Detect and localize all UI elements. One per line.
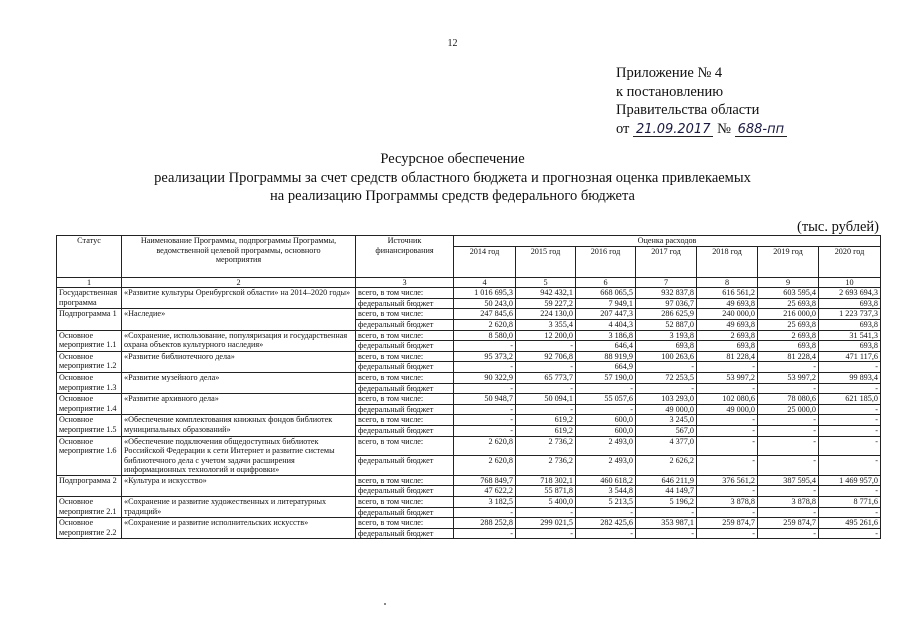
- row-source: всего, в том числе:: [356, 436, 454, 456]
- column-number: 3: [356, 277, 454, 288]
- header-status: Статус: [57, 236, 122, 278]
- title-line-2: реализации Программы за счет средств областного бюджета и прогнозная оценка привлекаемых: [154, 169, 751, 186]
- value-cell: 693,8: [819, 298, 881, 309]
- value-cell: -: [454, 425, 516, 436]
- row-status: Основное мероприятие 1.6: [57, 436, 122, 475]
- value-cell: 2 693 694,3: [819, 288, 881, 299]
- value-cell: 942 432,1: [516, 288, 576, 299]
- table-row: [57, 518, 881, 529]
- value-cell: 72 253,5: [636, 372, 697, 383]
- value-cell: 668 065,5: [576, 288, 636, 299]
- value-cell: 616 561,2: [697, 288, 758, 299]
- value-cell: 619,2: [516, 415, 576, 426]
- value-cell: -: [636, 528, 697, 539]
- value-cell: -: [819, 404, 881, 415]
- value-cell: 95 373,2: [454, 351, 516, 362]
- value-cell: 52 887,0: [636, 319, 697, 330]
- value-cell: 3 544,8: [576, 486, 636, 497]
- value-cell: -: [758, 507, 819, 518]
- row-source: федеральный бюджет: [356, 528, 454, 539]
- table-row: [57, 288, 881, 299]
- value-cell: 353 987,1: [636, 518, 697, 529]
- annex-date-line: [616, 120, 787, 139]
- value-cell: -: [454, 507, 516, 518]
- value-cell: -: [697, 425, 758, 436]
- row-status: Основное мероприятие 1.4: [57, 394, 122, 415]
- resource-table: [56, 235, 881, 539]
- value-cell: -: [697, 456, 758, 476]
- value-cell: 460 618,2: [576, 475, 636, 486]
- header-year: 2019 год: [758, 246, 819, 277]
- table-row: [57, 372, 881, 383]
- value-cell: 693,8: [697, 341, 758, 352]
- value-cell: -: [454, 383, 516, 394]
- value-cell: 55 057,6: [576, 394, 636, 405]
- table-body: [57, 288, 881, 539]
- row-source: федеральный бюджет: [356, 486, 454, 497]
- table-row: [57, 351, 881, 362]
- row-status: Основное мероприятие 1.1: [57, 330, 122, 351]
- value-cell: 693,8: [758, 341, 819, 352]
- row-source: федеральный бюджет: [356, 298, 454, 309]
- value-cell: -: [819, 486, 881, 497]
- value-cell: -: [697, 362, 758, 373]
- table-row: [57, 497, 881, 508]
- row-source: всего, в том числе:: [356, 309, 454, 320]
- value-cell: 88 919,9: [576, 351, 636, 362]
- value-cell: 259 874,7: [758, 518, 819, 529]
- value-cell: 693,8: [819, 319, 881, 330]
- column-number: 6: [576, 277, 636, 288]
- row-status: Основное мероприятие 1.3: [57, 372, 122, 393]
- row-name: «Развитие библиотечного дела»: [122, 351, 356, 372]
- value-cell: 78 080,6: [758, 394, 819, 405]
- value-cell: 3 186,8: [576, 330, 636, 341]
- value-cell: 53 997,2: [758, 372, 819, 383]
- value-cell: 44 149,7: [636, 486, 697, 497]
- value-cell: 216 000,0: [758, 309, 819, 320]
- value-cell: -: [758, 362, 819, 373]
- value-cell: 664,9: [576, 362, 636, 373]
- value-cell: 5 213,5: [576, 497, 636, 508]
- row-name: «Культура и искусство»: [122, 475, 356, 496]
- value-cell: 718 302,1: [516, 475, 576, 486]
- value-cell: -: [758, 383, 819, 394]
- header-year: 2020 год: [819, 246, 881, 277]
- row-status: Основное мероприятие 1.5: [57, 415, 122, 436]
- row-name: «Обеспечение подключения общедоступных библиотек Российской Федерации к сети Интернет и развитие системы библиотечного дела с учетом задачи расширения информационных технологий и оцифровки»: [122, 436, 356, 475]
- value-cell: -: [819, 456, 881, 476]
- value-cell: -: [576, 404, 636, 415]
- value-cell: -: [516, 404, 576, 415]
- handwritten-number: 688-пп: [735, 123, 788, 137]
- value-cell: -: [697, 383, 758, 394]
- value-cell: 600,0: [576, 415, 636, 426]
- row-source: всего, в том числе:: [356, 394, 454, 405]
- row-name: «Развитие архивного дела»: [122, 394, 356, 415]
- value-cell: 5 196,2: [636, 497, 697, 508]
- row-source: всего, в том числе:: [356, 497, 454, 508]
- value-cell: 603 595,4: [758, 288, 819, 299]
- row-name: «Развитие музейного дела»: [122, 372, 356, 393]
- value-cell: 8 771,6: [819, 497, 881, 508]
- value-cell: 288 252,8: [454, 518, 516, 529]
- row-source: федеральный бюджет: [356, 319, 454, 330]
- value-cell: 495 261,6: [819, 518, 881, 529]
- value-cell: -: [454, 362, 516, 373]
- column-numbers-row: [57, 277, 881, 288]
- value-cell: 57 190,0: [576, 372, 636, 383]
- value-cell: -: [516, 507, 576, 518]
- value-cell: 3 182,5: [454, 497, 516, 508]
- value-cell: 8 580,0: [454, 330, 516, 341]
- row-name: «Наследие»: [122, 309, 356, 330]
- value-cell: 286 625,9: [636, 309, 697, 320]
- row-source: всего, в том числе:: [356, 288, 454, 299]
- value-cell: 3 355,4: [516, 319, 576, 330]
- value-cell: -: [576, 528, 636, 539]
- value-cell: -: [697, 486, 758, 497]
- annex-title: Приложение № 4: [616, 65, 723, 81]
- row-source: федеральный бюджет: [356, 383, 454, 394]
- value-cell: -: [576, 507, 636, 518]
- value-cell: 81 228,4: [758, 351, 819, 362]
- page-number: 12: [447, 38, 458, 49]
- value-cell: 259 874,7: [697, 518, 758, 529]
- units-label: (тыс. рублей): [797, 219, 879, 235]
- value-cell: 3 878,8: [758, 497, 819, 508]
- value-cell: -: [819, 415, 881, 426]
- value-cell: -: [636, 383, 697, 394]
- value-cell: 240 000,0: [697, 309, 758, 320]
- value-cell: 932 837,8: [636, 288, 697, 299]
- row-status: Основное мероприятие 1.2: [57, 351, 122, 372]
- value-cell: -: [516, 383, 576, 394]
- header-estimate: Оценка расходов: [454, 236, 881, 247]
- value-cell: 31 541,3: [819, 330, 881, 341]
- value-cell: -: [454, 415, 516, 426]
- value-cell: 224 130,0: [516, 309, 576, 320]
- value-cell: 376 561,2: [697, 475, 758, 486]
- value-cell: 99 893,4: [819, 372, 881, 383]
- handwritten-date: 21.09.2017: [633, 123, 713, 137]
- value-cell: 12 200,0: [516, 330, 576, 341]
- value-cell: -: [697, 436, 758, 456]
- value-cell: 621 185,0: [819, 394, 881, 405]
- value-cell: 2 620,8: [454, 456, 516, 476]
- table-row: [57, 330, 881, 341]
- row-source: федеральный бюджет: [356, 425, 454, 436]
- row-source: всего, в том числе:: [356, 351, 454, 362]
- value-cell: -: [697, 415, 758, 426]
- value-cell: 299 021,5: [516, 518, 576, 529]
- value-cell: 3 245,0: [636, 415, 697, 426]
- row-source: всего, в том числе:: [356, 475, 454, 486]
- row-name: «Сохранение и развитие исполнительских искусств»: [122, 518, 356, 539]
- value-cell: 50 243,0: [454, 298, 516, 309]
- row-source: всего, в том числе:: [356, 330, 454, 341]
- value-cell: 55 871,8: [516, 486, 576, 497]
- value-cell: 646 211,9: [636, 475, 697, 486]
- value-cell: -: [758, 456, 819, 476]
- header-year: 2014 год: [454, 246, 516, 277]
- row-source: всего, в том числе:: [356, 415, 454, 426]
- scan-speck: [384, 603, 386, 605]
- value-cell: -: [758, 436, 819, 456]
- value-cell: -: [819, 436, 881, 456]
- annex-from-prefix: от: [616, 120, 630, 137]
- row-status: Подпрограмма 2: [57, 475, 122, 496]
- value-cell: -: [819, 362, 881, 373]
- value-cell: 4 404,3: [576, 319, 636, 330]
- header-year: 2015 год: [516, 246, 576, 277]
- value-cell: 100 263,6: [636, 351, 697, 362]
- table-row: [57, 394, 881, 405]
- value-cell: 1 469 957,0: [819, 475, 881, 486]
- value-cell: 282 425,6: [576, 518, 636, 529]
- value-cell: 2 693,8: [758, 330, 819, 341]
- header-year: 2017 год: [636, 246, 697, 277]
- value-cell: -: [758, 415, 819, 426]
- header-source: Источник финансирования: [356, 236, 454, 278]
- value-cell: -: [697, 528, 758, 539]
- value-cell: -: [636, 362, 697, 373]
- value-cell: -: [758, 528, 819, 539]
- header-row: [57, 236, 881, 247]
- row-name: «Развитие культуры Оренбургской области» на 2014–2020 годы»: [122, 288, 356, 309]
- value-cell: 103 293,0: [636, 394, 697, 405]
- column-number: 7: [636, 277, 697, 288]
- value-cell: 3 193,8: [636, 330, 697, 341]
- value-cell: 2 736,2: [516, 456, 576, 476]
- column-number: 8: [697, 277, 758, 288]
- row-source: федеральный бюджет: [356, 341, 454, 352]
- value-cell: -: [819, 383, 881, 394]
- value-cell: 59 227,2: [516, 298, 576, 309]
- table-row: [57, 436, 881, 456]
- value-cell: -: [819, 425, 881, 436]
- value-cell: 600,0: [576, 425, 636, 436]
- value-cell: 387 595,4: [758, 475, 819, 486]
- value-cell: 7 949,1: [576, 298, 636, 309]
- table-row: [57, 415, 881, 426]
- value-cell: -: [819, 507, 881, 518]
- value-cell: -: [454, 404, 516, 415]
- row-source: федеральный бюджет: [356, 404, 454, 415]
- value-cell: 567,0: [636, 425, 697, 436]
- value-cell: 768 849,7: [454, 475, 516, 486]
- value-cell: 65 773,7: [516, 372, 576, 383]
- value-cell: -: [758, 425, 819, 436]
- value-cell: 49 693,8: [697, 298, 758, 309]
- annex-line-resolution: к постановлению: [616, 83, 724, 100]
- number-sign: №: [717, 120, 731, 137]
- value-cell: 53 997,2: [697, 372, 758, 383]
- row-status: Основное мероприятие 2.1: [57, 497, 122, 518]
- document-title: [0, 150, 905, 206]
- value-cell: -: [516, 362, 576, 373]
- value-cell: 49 000,0: [636, 404, 697, 415]
- value-cell: 247 845,6: [454, 309, 516, 320]
- value-cell: -: [516, 528, 576, 539]
- value-cell: 25 000,0: [758, 404, 819, 415]
- value-cell: 50 094,1: [516, 394, 576, 405]
- title-line-3: на реализацию Программы средств федерального бюджета: [270, 188, 635, 204]
- table-row: [57, 475, 881, 486]
- value-cell: 81 228,4: [697, 351, 758, 362]
- value-cell: 2 620,8: [454, 319, 516, 330]
- value-cell: -: [636, 507, 697, 518]
- row-name: «Сохранение, использование, популяризация и государственная охрана объектов культурного наследия»: [122, 330, 356, 351]
- table-row: [57, 309, 881, 320]
- value-cell: 97 036,7: [636, 298, 697, 309]
- value-cell: 646,4: [576, 341, 636, 352]
- header-year: 2016 год: [576, 246, 636, 277]
- value-cell: 49 000,0: [697, 404, 758, 415]
- row-status: Подпрограмма 1: [57, 309, 122, 330]
- value-cell: 1 223 737,3: [819, 309, 881, 320]
- value-cell: 92 706,8: [516, 351, 576, 362]
- value-cell: 471 117,6: [819, 351, 881, 362]
- value-cell: 4 377,0: [636, 436, 697, 456]
- row-status: Основное мероприятие 2.2: [57, 518, 122, 539]
- column-number: 5: [516, 277, 576, 288]
- column-number: 10: [819, 277, 881, 288]
- value-cell: -: [516, 341, 576, 352]
- annex-line-government: Правительства области: [616, 102, 760, 118]
- row-name: «Сохранение и развитие художественных и литературных традиций»: [122, 497, 356, 518]
- row-source: всего, в том числе:: [356, 372, 454, 383]
- row-source: федеральный бюджет: [356, 507, 454, 518]
- value-cell: -: [758, 486, 819, 497]
- value-cell: -: [576, 383, 636, 394]
- annex-block: [616, 64, 787, 138]
- row-source: всего, в том числе:: [356, 518, 454, 529]
- value-cell: -: [454, 341, 516, 352]
- value-cell: 2 693,8: [697, 330, 758, 341]
- column-number: 1: [57, 277, 122, 288]
- value-cell: 2 736,2: [516, 436, 576, 456]
- value-cell: 693,8: [636, 341, 697, 352]
- value-cell: 2 620,8: [454, 436, 516, 456]
- value-cell: 207 447,3: [576, 309, 636, 320]
- value-cell: 102 080,6: [697, 394, 758, 405]
- value-cell: 2 493,0: [576, 436, 636, 456]
- value-cell: 693,8: [819, 341, 881, 352]
- value-cell: -: [454, 528, 516, 539]
- value-cell: 3 878,8: [697, 497, 758, 508]
- value-cell: 47 622,2: [454, 486, 516, 497]
- value-cell: 50 948,7: [454, 394, 516, 405]
- title-line-1: Ресурсное обеспечение: [380, 151, 525, 167]
- value-cell: 2 493,0: [576, 456, 636, 476]
- header-year: 2018 год: [697, 246, 758, 277]
- header-name: Наименование Программы, подпрограммы Программы, ведомственной целевой программы, основного мероприятия: [122, 236, 356, 278]
- column-number: 9: [758, 277, 819, 288]
- row-source: федеральный бюджет: [356, 456, 454, 476]
- value-cell: 90 322,9: [454, 372, 516, 383]
- value-cell: 2 626,2: [636, 456, 697, 476]
- value-cell: 619,2: [516, 425, 576, 436]
- value-cell: 49 693,8: [697, 319, 758, 330]
- value-cell: 1 016 695,3: [454, 288, 516, 299]
- row-status: Государственная программа: [57, 288, 122, 309]
- column-number: 4: [454, 277, 516, 288]
- value-cell: 5 400,0: [516, 497, 576, 508]
- value-cell: -: [819, 528, 881, 539]
- column-number: 2: [122, 277, 356, 288]
- row-source: федеральный бюджет: [356, 362, 454, 373]
- value-cell: 25 693,8: [758, 319, 819, 330]
- value-cell: 25 693,8: [758, 298, 819, 309]
- row-name: «Обеспечение комплектования книжных фондов библиотек муниципальных образований»: [122, 415, 356, 436]
- value-cell: -: [697, 507, 758, 518]
